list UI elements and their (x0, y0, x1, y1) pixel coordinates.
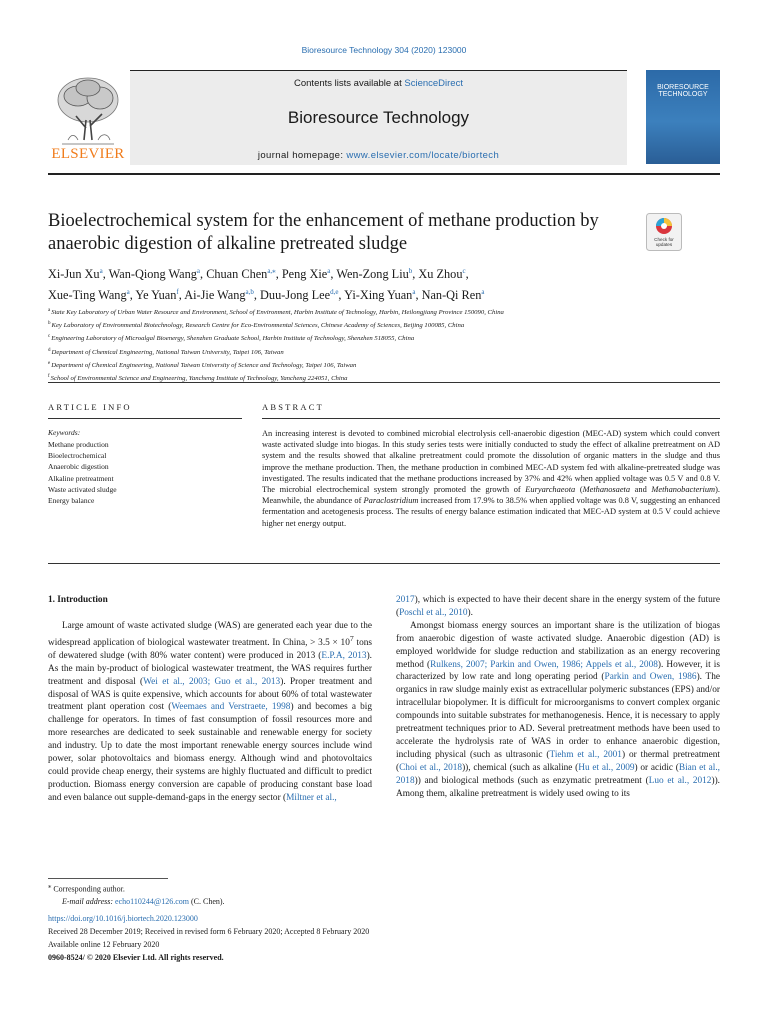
author-name[interactable]: Ye Yuan (135, 288, 177, 303)
affiliation-key: d (48, 347, 51, 353)
copyright-notice: 0960-8524/ © 2020 Elsevier Ltd. All rights reserved. (48, 953, 224, 962)
paragraph-text: )) and biological methods (such as enzymatic pretreatment ( (414, 775, 649, 786)
citation-link[interactable]: Choi et al., 2018 (399, 762, 463, 773)
title-line2: anaerobic digestion of alkaline pretreated sludge (48, 234, 408, 254)
email-link[interactable]: echo110244@126.com (115, 896, 189, 906)
affiliation-text: Engineering Laboratory of Microalgal Bioenergy, Shenzhen Graduate School, Harbin Institute of Technology, Shenzhen 518055, China (51, 335, 415, 343)
author-affil-sup[interactable]: a (412, 288, 416, 297)
paragraph-text: ). However, it is characterized by low rate and long operating period ( (396, 659, 720, 683)
abstract-heading: ABSTRACT (262, 402, 324, 412)
email-suffix: (C. Chen). (188, 896, 225, 906)
affiliation-text: School of Environmental Science and Engineering, Yancheng Institute of Technology, Yancheng 224051, China (50, 375, 348, 383)
affiliation-key: a (48, 308, 51, 313)
paragraph-text: Large amount of waste activated sludge (WAS) are generated each year due to the widespread application of biological wastewater treatment. In China, > 3.5 × 10 (48, 620, 372, 648)
footnote-text: Corresponding author. (51, 884, 125, 894)
author-affil-sup[interactable]: a (481, 288, 485, 297)
elsevier-wordmark[interactable]: ELSEVIER (51, 146, 125, 162)
sciencedirect-link[interactable]: ScienceDirect (404, 78, 463, 89)
abstract-segment: An increasing interest is devoted to combined microbial electrolysis cell-anaerobic digestion (MEC-AD) system which could convert waste activated sludge into biogas. In this study series tests were initially conducted to study the effect of alkaline pretreatment on AD system and the results showed that alkaline pretreatment could promote the dissolution of organic matters in the sludge and thus improve the methane production. Then, the methane production in combined MEC-AD system fed with alkaline-pretreated sludge was investigated. The results indicated that the methane productions increased by 37% and 42% when applied voltage was 0.5 V and 0.8 V. The microbial electrochemical system strongly promoted the growth of (262, 429, 720, 495)
author-name[interactable]: Wen-Zong Liu (336, 267, 409, 282)
abstract-taxon: Paraclostridium (363, 496, 419, 506)
affiliation-text: Department of Chemical Engineering, National Taiwan University, Taipei 106, Taiwan (51, 348, 284, 356)
footnote-rule (48, 878, 168, 879)
header-divider (48, 173, 720, 175)
homepage-prefix: journal homepage: (257, 150, 347, 161)
section-heading-introduction: 1. Introduction (48, 595, 108, 605)
paragraph-text: tons of dewatered sludge (with 80% water content) were produced in 2013 ( (48, 637, 372, 661)
paragraph-text: ) or thermal pretreatment ( (396, 749, 720, 773)
journal-homepage (130, 150, 627, 161)
citation-link[interactable]: Poschl et al., 2010 (399, 607, 468, 618)
affiliation-key: e (48, 360, 51, 366)
cover-title-line1: BIORESOURCE (657, 84, 709, 91)
paragraph-text: ). As the main by-product of biological wastewater treatment, the WAS requires further treatment and disposal ( (48, 650, 372, 687)
author-separator: , (338, 288, 345, 303)
author-affil-sup[interactable]: a (196, 267, 201, 275)
body-paragraph (396, 620, 720, 801)
abstract-segment: ( (575, 485, 583, 495)
citation-link[interactable]: Luo et al., 2012 (648, 775, 712, 786)
abstract-rule (262, 418, 720, 419)
author-name[interactable]: Duu-Jong Lee (260, 288, 331, 303)
author-name[interactable]: Xu Zhou (418, 267, 463, 282)
corresponding-author-note (48, 881, 225, 908)
body-paragraph (48, 620, 372, 805)
crossmark-label-line1: Check for (654, 237, 674, 242)
article-info-heading: ARTICLE INFO (48, 402, 132, 412)
email-label: E-mail address: (62, 896, 116, 906)
keyword-list (48, 439, 238, 506)
author-separator: , (129, 288, 136, 303)
keyword-item: Anaerobic digestion (48, 462, 109, 472)
affiliation-text: Key Laboratory of Environmental Biotechnology, Research Centre for Eco-Environmental Sciences, Chinese Academy of Sciences, Beijing 100085, China (51, 322, 465, 330)
affiliation-item (48, 331, 728, 344)
body-column-right (396, 594, 720, 801)
paragraph-text: ) and becomes a big challenge for operators. In times of fast consumption of fossil resources more and more researches are dedicated to seek sustainable and renewable energy for society and industry. Up to date the most important renewable energy sources include wind power, solar photovoltaics and biomass energy. Although wind and photovoltaics could provide cheap energy, their systems are highly fluctuated and difficult to predict production. Biomass energy conversion are capable of producing constant base load and even balance out supple-demand-gaps in the energy sector ( (48, 702, 372, 803)
doi-link[interactable] (48, 914, 198, 923)
abstract-text (262, 428, 720, 529)
affiliation-item (48, 318, 728, 331)
author-affil-sup[interactable]: a (126, 288, 130, 297)
citation-link[interactable]: Rulkens, 2007; Parkin and Owen, 1986; Appels et al., 2008 (430, 659, 658, 670)
paragraph-text: ). Proper treatment and disposal of WAS is quite expensive, which accounts for about 60% of total wastewater treatment plant operation cost ( (48, 676, 372, 713)
contents-line (130, 78, 627, 89)
author-separator: , (200, 267, 207, 282)
paragraph-text: Amongst biomass energy sources an important share is the utilization of biogas from anaerobic digestion of waste activated sludge. Anaerobic digestion (AD) is employed worldwide for sludge reduction and stabilization as an energy recovering method ( (396, 620, 720, 670)
doi-text[interactable]: https://doi.org/10.1016/j.biortech.2020.123000 (48, 914, 198, 923)
keyword-item: Waste activated sludge (48, 484, 117, 494)
abstract-segment: increased from 17.9% to 38.5% when applied voltage was 0.8 V, suggesting an enhanced fermentation and acetogenesis process. The results of energy balance estimation indicated that MEC-AD system at 0.5 V could achieve higher net energy output. (262, 496, 720, 528)
author-name[interactable]: Yi-Xing Yuan (344, 288, 413, 303)
paper-title (48, 210, 638, 256)
affiliation-item (48, 305, 728, 318)
paragraph-text: ). The organics in raw sludge mainly exist as extracellular polymeric substances (EPS) and/or intracellular biopolymer. It is difficult for microorganisms to convert complex organic compounds into suitable substrates for methanogenesis. Hence, it is necessary to apply pretreatment techniques prior to AD. Several pretreatment methods have been used to accelerate the hydrolysis rate of WAS in order to enhance anaerobic digestion, including physical (such as ultrasonic ( (396, 672, 721, 760)
affiliation-item (48, 345, 728, 358)
cover-title-line2: TECHNOLOGY (658, 91, 708, 98)
author-name[interactable]: Xue-Ting Wang (48, 288, 127, 303)
check-for-updates-icon[interactable] (646, 213, 682, 251)
author-affil-sup[interactable]: b (408, 267, 413, 275)
paragraph-text: ). (467, 607, 473, 618)
abstract-segment: and (630, 485, 652, 495)
paragraph-text: )), chemical (such as alkaline ( (462, 762, 579, 773)
citation-link[interactable]: Hu et al., 2009 (578, 762, 635, 773)
keyword-item: Energy balance (48, 496, 95, 506)
author-affil-sup[interactable]: f (176, 288, 179, 297)
citation-link[interactable]: Bioresource Technology 304 (2020) 123000 (301, 45, 467, 55)
author-separator: , (412, 267, 419, 282)
affiliation-key: b (48, 321, 51, 327)
affiliation-item (48, 358, 728, 371)
journal-citation[interactable] (0, 45, 768, 55)
citation-link[interactable]: E.P.A, 2013 (321, 650, 367, 661)
abstract-taxon: Euryarchaeota (525, 485, 576, 495)
paragraph-text: )). Among them, alkaline pretreatment is widely used owing to its (396, 775, 720, 799)
homepage-link[interactable]: www.elsevier.com/locate/biortech (346, 150, 500, 161)
abstract-taxon: Methanosaeta (582, 485, 631, 495)
affiliation-list (48, 305, 728, 384)
keywords-label: Keywords: (48, 428, 81, 437)
author-affil-sup[interactable]: a (327, 267, 331, 275)
author-name[interactable]: Wan-Qiong Wang (108, 267, 197, 282)
author-list (48, 262, 688, 304)
author-affil-sup[interactable]: c (462, 267, 466, 275)
affiliation-text: Department of Chemical Engineering, National Taiwan University of Science and Technology, Taipei 106, Taiwan (51, 362, 357, 370)
affiliation-key: f (48, 374, 50, 380)
affiliation-text: State Key Laboratory of Urban Water Resource and Environment, School of Environment, Harbin Institute of Technology, Harbin, Heilongjiang Province 150090, China (51, 309, 504, 317)
journal-name: Bioresource Technology (287, 108, 470, 127)
author-separator: , (178, 288, 185, 303)
author-affil-sup[interactable]: a (99, 267, 103, 275)
citation-link[interactable]: Parkin and Owen, 1986 (604, 672, 697, 683)
author-separator: , (465, 267, 469, 282)
keyword-item: Methane production (48, 440, 109, 449)
abstract-segment: ). Meanwhile, the abundance of (262, 485, 720, 506)
author-name[interactable]: Ai-Jie Wang (184, 288, 246, 303)
citation-link[interactable]: Tiehm et al., 2001 (549, 749, 622, 760)
author-separator: , (415, 288, 422, 303)
author-affil-sup[interactable]: a,⁎ (267, 267, 276, 275)
author-name[interactable]: Nan-Qi Ren (421, 288, 482, 303)
citation-link[interactable]: Bian et al., 2018 (396, 762, 720, 786)
journal-cover-title (650, 84, 716, 98)
citation-link[interactable]: 2017 (396, 595, 415, 605)
exponent: 7 (349, 633, 354, 643)
footnote-mark: ⁎ (48, 883, 52, 890)
keyword-item: Alkaline pretreatment (48, 473, 114, 483)
abstract-taxon: Methanobacterium (651, 485, 716, 495)
citation-link[interactable]: Wei et al., 2003; Guo et al., 2013 (143, 676, 281, 687)
contents-prefix: Contents lists available at (294, 78, 405, 89)
title-line1: Bioelectrochemical system for the enhancement of methane production by (48, 211, 599, 231)
affiliation-key: c (48, 334, 51, 340)
keyword-item: Bioelectrochemical (48, 451, 107, 461)
author-separator: , (330, 267, 337, 282)
author-name[interactable]: Peng Xie (281, 267, 328, 282)
citation-link[interactable]: Weemaes and Verstraete, 1998 (171, 702, 291, 713)
citation-link[interactable]: Miltner et al., (286, 792, 337, 803)
section-divider (48, 382, 720, 383)
available-online-date: Available online 12 February 2020 (48, 940, 160, 949)
author-separator: , (275, 267, 282, 282)
author-separator: , (253, 288, 261, 303)
paragraph-text: ), which is expected to have their decent share in the energy system of the future ( (396, 595, 720, 618)
author-separator: , (102, 267, 109, 282)
author-name[interactable]: Chuan Chen (206, 267, 268, 282)
body-column-left (48, 594, 372, 805)
crossmark-label-line2: updates (655, 242, 673, 247)
section-divider (48, 563, 720, 564)
article-info-rule (48, 418, 242, 419)
paragraph-text: ) or acidic ( (634, 762, 679, 773)
author-affil-sup[interactable]: a,b (245, 288, 254, 297)
author-affil-sup[interactable]: d,e (330, 288, 339, 297)
body-paragraph (396, 594, 720, 620)
received-dates: Received 28 December 2019; Received in revised form 6 February 2020; Accepted 8 February 2020 (48, 927, 370, 936)
author-name[interactable]: Xi-Jun Xu (48, 267, 100, 282)
